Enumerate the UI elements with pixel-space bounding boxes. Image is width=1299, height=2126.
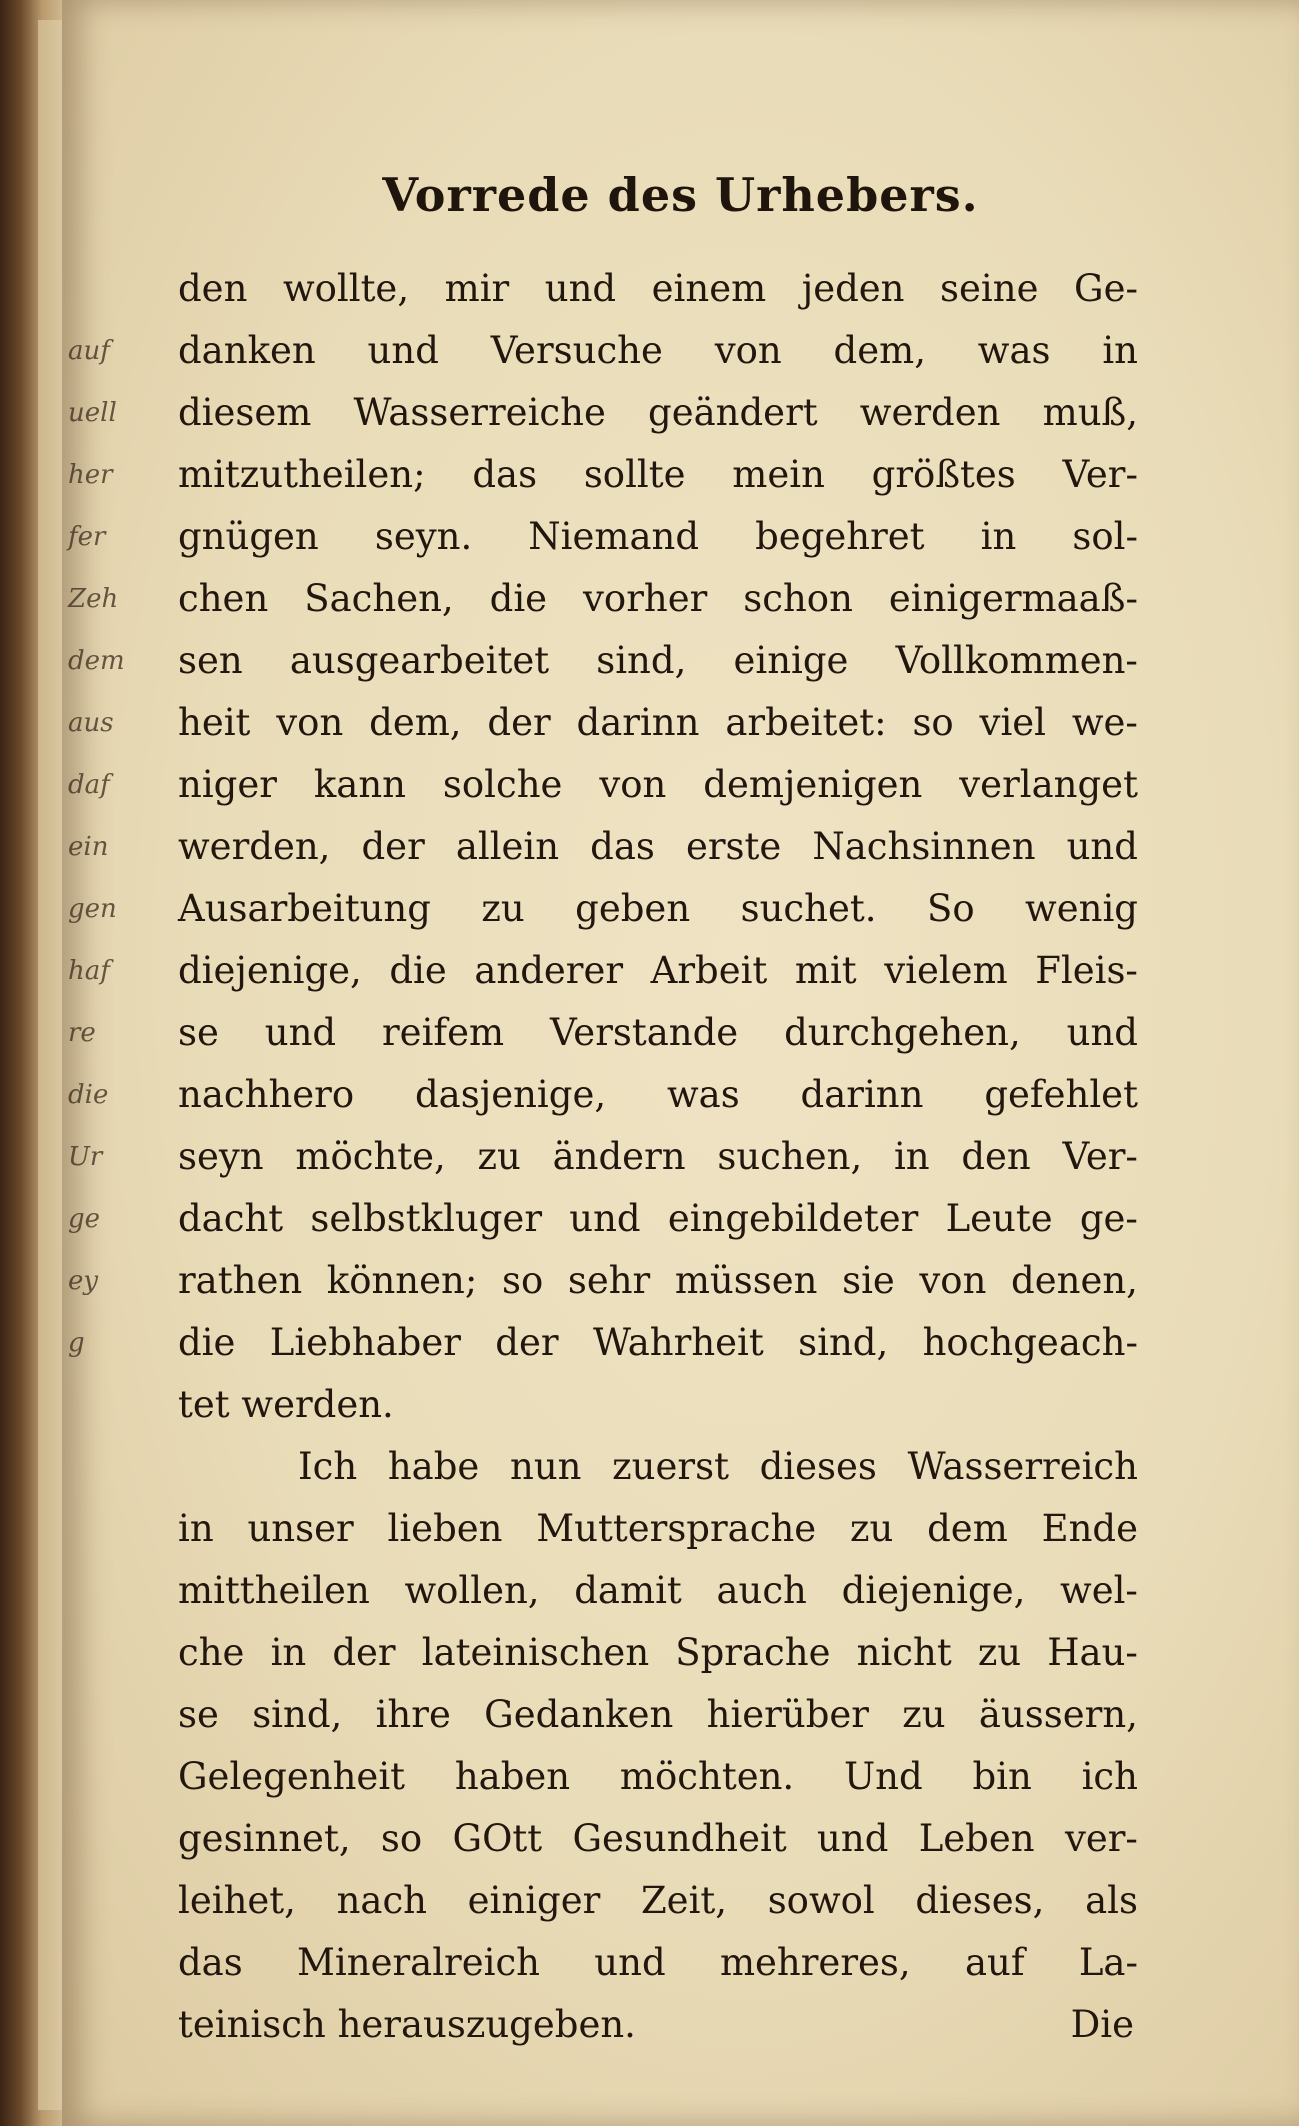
text-line: dacht selbstkluger und eingebildeter Leute ge- xyxy=(178,1197,1138,1240)
text-line: mitzutheilen; das sollte mein größtes Ver- xyxy=(178,453,1138,496)
text-line: rathen können; so sehr müssen sie von denen, xyxy=(178,1259,1138,1302)
text-line: seyn möchte, zu ändern suchen, in den Ver- xyxy=(178,1135,1138,1178)
text-line: Gelegenheit haben möchten. Und bin ich xyxy=(178,1755,1138,1798)
margin-fragment: haf xyxy=(68,956,110,986)
margin-fragment: gen xyxy=(68,894,117,924)
margin-fragment: dem xyxy=(68,646,125,676)
text-line: Ausarbeitung zu geben suchet. So wenig xyxy=(178,887,1138,930)
margin-fragment: Zeh xyxy=(68,584,119,614)
margin-fragment: re xyxy=(68,1018,96,1048)
margin-fragment: ge xyxy=(68,1204,101,1234)
margin-fragment: ein xyxy=(68,832,109,862)
margin-fragment: fer xyxy=(68,522,106,552)
margin-fragment: daf xyxy=(68,770,110,800)
text-line: gnügen seyn. Niemand begehret in sol- xyxy=(178,515,1138,558)
running-head: Vorrede des Urhebers. xyxy=(382,168,979,222)
text-line: nachhero dasjenige, was darinn gefehlet xyxy=(178,1073,1138,1116)
text-line: se sind, ihre Gedanken hierüber zu äussern, xyxy=(178,1693,1138,1736)
text-line: teinisch herauszugeben. xyxy=(178,2003,636,2046)
text-line: diesem Wasserreiche geändert werden muß, xyxy=(178,391,1138,434)
page xyxy=(62,0,1299,2126)
body-text xyxy=(178,258,1138,2056)
margin-fragment: g xyxy=(68,1328,85,1358)
margin-fragments xyxy=(68,320,125,1374)
text-line: die Liebhaber der Wahrheit sind, hochgeach- xyxy=(178,1321,1138,1364)
text-line: danken und Versuche von dem, was in xyxy=(178,329,1138,372)
text-line: heit von dem, der darinn arbeitet: so viel we- xyxy=(178,701,1138,744)
text-line: mittheilen wollen, damit auch diejenige, wel- xyxy=(178,1569,1138,1612)
text-line: leihet, nach einiger Zeit, sowol dieses, als xyxy=(178,1879,1138,1922)
paragraph-start-line: Ich habe nun zuerst dieses Wasserreich xyxy=(298,1445,1138,1488)
text-line: das Mineralreich und mehreres, auf La- xyxy=(178,1941,1138,1984)
margin-fragment: uell xyxy=(68,398,117,428)
margin-fragment: her xyxy=(68,460,113,490)
text-line: werden, der allein das erste Nachsinnen und xyxy=(178,825,1138,868)
margin-fragment: aus xyxy=(68,708,114,738)
text-line: in unser lieben Muttersprache zu dem Ende xyxy=(178,1507,1138,1550)
text-line: den wollte, mir und einem jeden seine Ge- xyxy=(178,267,1138,310)
text-line: niger kann solche von demjenigen verlanget xyxy=(178,763,1138,806)
text-line: sen ausgearbeitet sind, einige Vollkommen- xyxy=(178,639,1138,682)
catchword: Die xyxy=(1070,2003,1134,2046)
text-line: diejenige, die anderer Arbeit mit vielem Fleis- xyxy=(178,949,1138,992)
text-line: che in der lateinischen Sprache nicht zu Hau- xyxy=(178,1631,1138,1674)
text-line: gesinnet, so GOtt Gesundheit und Leben ver- xyxy=(178,1817,1138,1860)
margin-fragment: die xyxy=(68,1080,109,1110)
text-line: se und reifem Verstande durchgehen, und xyxy=(178,1011,1138,1054)
margin-fragment: ey xyxy=(68,1266,99,1296)
text-line: tet werden. xyxy=(178,1383,394,1426)
margin-fragment: Ur xyxy=(68,1142,103,1172)
text-line: chen Sachen, die vorher schon einigermaaß- xyxy=(178,577,1138,620)
margin-fragment: auf xyxy=(68,336,110,366)
